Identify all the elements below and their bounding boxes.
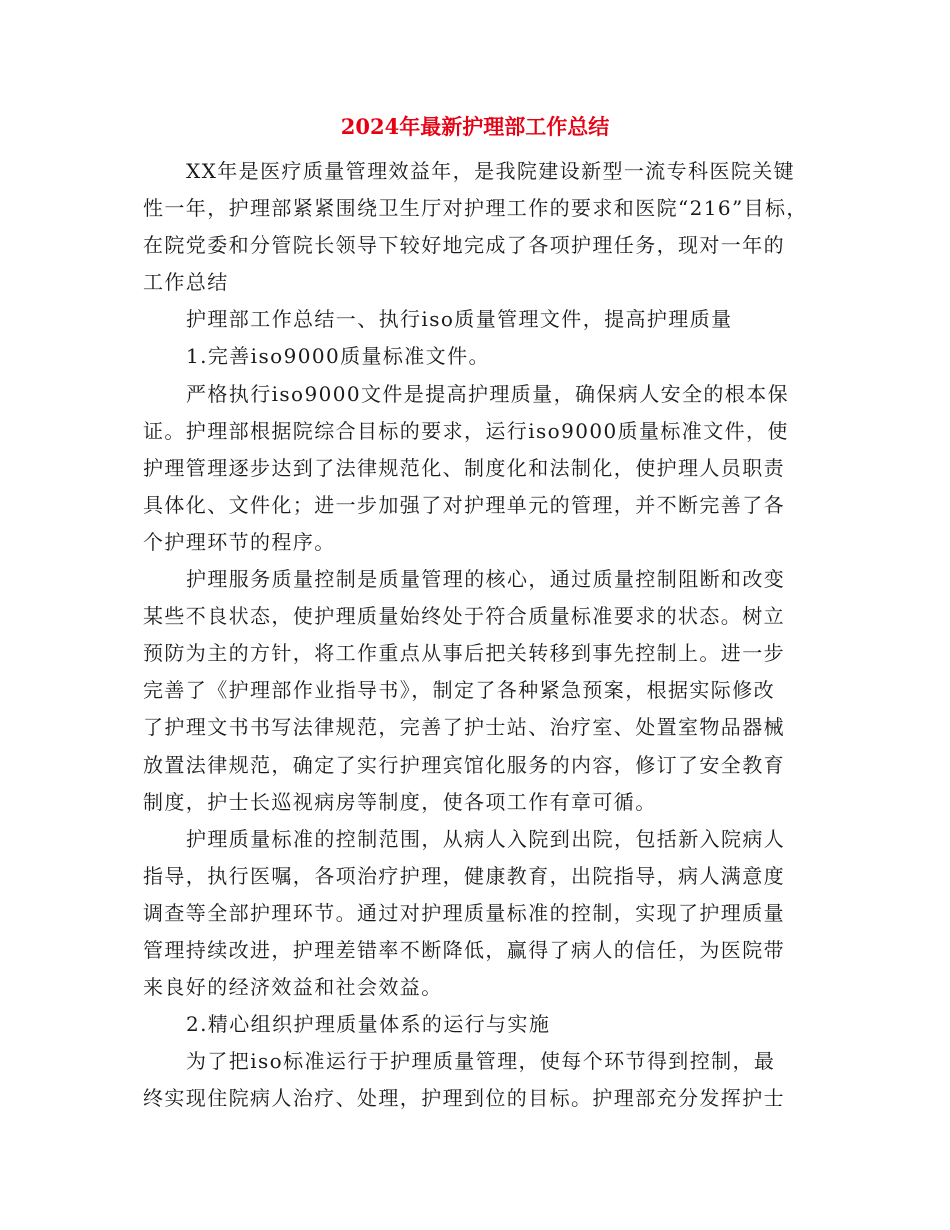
paragraph-line: 护理管理逐步达到了法律规范化、制度化和法制化，使护理人员职责 bbox=[143, 455, 785, 480]
paragraph-line: 为了把iso标准运行于护理质量管理，使每个环节得到控制，最 bbox=[186, 1049, 776, 1074]
paragraph-line: 调查等全部护理环节。通过对护理质量标准的控制，实现了护理质量 bbox=[143, 900, 785, 925]
paragraph-line: 某些不良状态，使护理质量始终处于符合质量标准要求的状态。树立 bbox=[143, 604, 785, 629]
paragraph-line: 指导，执行医嘱，各项治疗护理，健康教育，出院指导，病人满意度 bbox=[143, 863, 785, 888]
paragraph-line: 预防为主的方针，将工作重点从事后把关转移到事先控制上。进一步 bbox=[143, 641, 785, 666]
paragraph-line: XX年是医疗质量管理效益年，是我院建设新型一流专科医院关键 bbox=[186, 159, 796, 183]
paragraph-line: 个护理环节的程序。 bbox=[143, 529, 336, 554]
paragraph-line: 管理持续改进，护理差错率不断降低，赢得了病人的信任，为医院带 bbox=[143, 937, 785, 962]
paragraph-line: 了护理文书书写法律规范，完善了护士站、治疗室、处置室物品器械 bbox=[143, 715, 785, 740]
subsection-heading: 2.精心组织护理质量体系的运行与实施 bbox=[186, 1012, 551, 1037]
paragraph-line: 具体化、文件化；进一步加强了对护理单元的管理，并不断完善了各 bbox=[143, 492, 785, 517]
paragraph-line: 护理质量标准的控制范围，从病人入院到出院，包括新入院病人 bbox=[186, 826, 786, 851]
paragraph-line: 工作总结 bbox=[143, 270, 229, 295]
paragraph-line: 完善了《护理部作业指导书》，制定了各种紧急预案，根据实际修改 bbox=[143, 678, 775, 703]
document-body bbox=[143, 153, 813, 1117]
paragraph-line: 制度，护士长巡视病房等制度，使各项工作有章可循。 bbox=[143, 789, 657, 814]
paragraph-line: 在院党委和分管院长领导下较好地完成了各项护理任务，现对一年的 bbox=[143, 233, 785, 258]
paragraph-line: 护理服务质量控制是质量管理的核心，通过质量控制阻断和改变 bbox=[186, 567, 786, 592]
paragraph-line: 严格执行iso9000文件是提高护理质量，确保病人安全的根本保 bbox=[186, 381, 789, 406]
paragraph-line: 放置法律规范，确定了实行护理宾馆化服务的内容，修订了安全教育 bbox=[143, 752, 785, 777]
section-heading: 护理部工作总结一、执行iso质量管理文件，提高护理质量 bbox=[186, 307, 733, 332]
paragraph-line: 性一年，护理部紧紧围绕卫生厅对护理工作的要求和医院“216”目标， bbox=[143, 196, 808, 221]
subsection-heading: 1.完善iso9000质量标准文件。 bbox=[186, 344, 490, 369]
paragraph-line: 来良好的经济效益和社会效益。 bbox=[143, 975, 443, 1000]
paragraph-line: 证。护理部根据院综合目标的要求，运行iso9000质量标准文件，使 bbox=[143, 418, 789, 443]
paragraph-line: 终实现住院病人治疗、处理，护理到位的目标。护理部充分发挥护士 bbox=[143, 1086, 785, 1111]
document-title: 2024年最新护理部工作总结 bbox=[340, 114, 610, 139]
